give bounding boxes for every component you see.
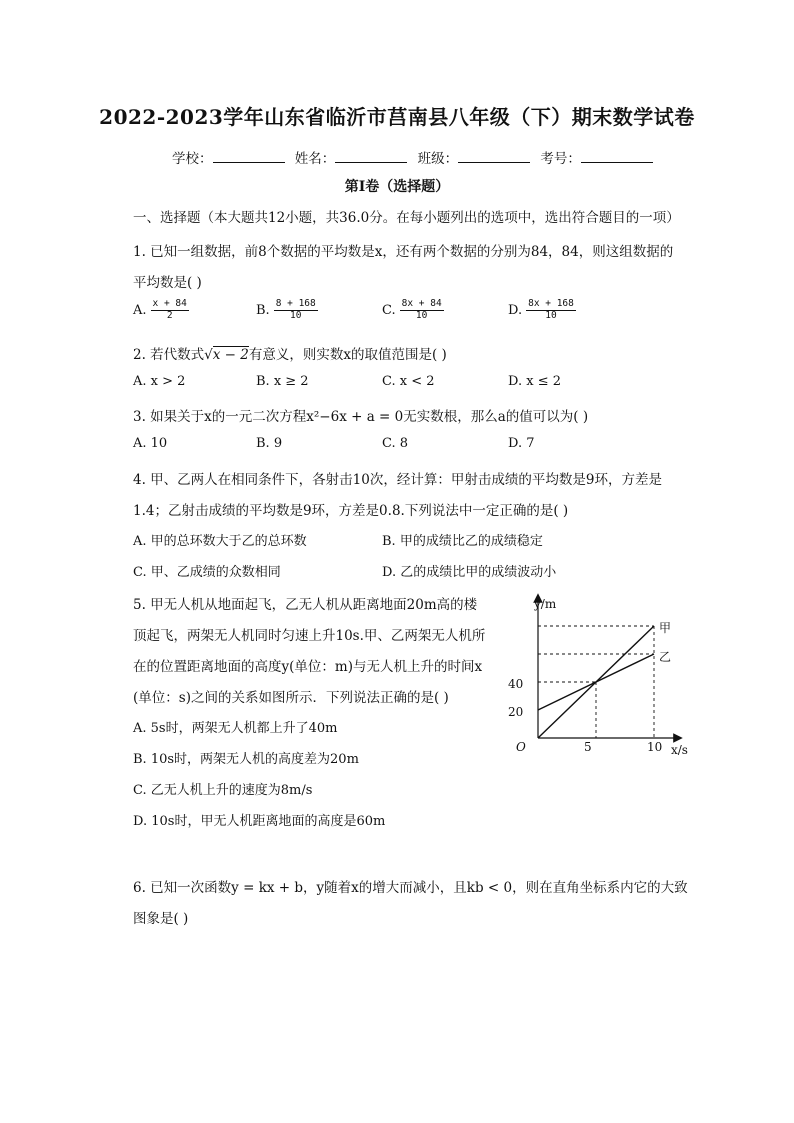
q5-option-d[interactable]: D. 10s时，甲无人机距离地面的高度是60m (133, 814, 386, 829)
q4-option-b[interactable]: B. 甲的成绩比乙的成绩稳定 (382, 534, 543, 549)
q6-stem-line2: 图象是( ) (133, 911, 189, 927)
volume-heading: 第Ⅰ卷（选择题） (344, 179, 450, 195)
sqrt-symbol: √ (204, 347, 213, 363)
name-blank[interactable] (335, 150, 407, 163)
y-tick-40: 40 (508, 677, 524, 691)
q3-option-a[interactable]: A. 10 (133, 436, 168, 451)
q5-graph (498, 590, 708, 765)
q1-stem-line1: 1. 已知一组数据，前8个数据的平均数是x，还有两个数据的分别为84，84，则这组数据的 (133, 244, 674, 260)
q2-option-d[interactable]: D. x ≤ 2 (508, 374, 561, 389)
series-label-yi: 乙 (659, 650, 672, 664)
q4-stem-line1: 4. 甲、乙两人在相同条件下，各射击10次，经计算：甲射击成绩的平均数是9环，方差是 (133, 472, 662, 488)
q1-option-a[interactable]: A. $\frac{x + 84}{2}$ (133, 298, 187, 321)
q4-option-c[interactable]: C. 甲、乙成绩的众数相同 (133, 565, 281, 580)
q3-option-b[interactable]: B. 9 (256, 436, 283, 451)
student-info-line (172, 147, 659, 167)
series-label-jia: 甲 (659, 621, 672, 635)
q5-option-b[interactable]: B. 10s时，两架无人机的高度差为20m (133, 752, 359, 767)
exam-title: 2022-2023学年山东省临沂市莒南县八年级（下）期末数学试卷 (99, 105, 695, 129)
x-axis-label: x/s (671, 743, 688, 757)
school-blank[interactable] (213, 150, 285, 163)
school-label: 学校： (172, 151, 213, 167)
name-label: 姓名： (294, 151, 336, 167)
q2-option-c[interactable]: C. x < 2 (382, 374, 435, 389)
y-tick-20: 20 (508, 705, 524, 719)
exam-number-blank[interactable] (581, 150, 653, 163)
q5-stem-line2: 顶起飞，两架无人机同时匀速上升10s.甲、乙两架无人机所 (133, 628, 486, 644)
q2-option-a[interactable]: A. x > 2 (133, 374, 186, 389)
q2-stem: 2. 若代数式√x − 2有意义，则实数x的取值范围是( ) (133, 347, 447, 363)
q1-option-b[interactable]: B. $\frac{8 + 168}{10}$ (256, 298, 316, 321)
q3-option-c[interactable]: C. 8 (382, 436, 409, 451)
q5-stem-line4: (单位：s)之间的关系如图所示．下列说法正确的是( ) (133, 690, 449, 706)
q4-option-d[interactable]: D. 乙的成绩比甲的成绩波动小 (382, 565, 557, 580)
q5-stem-line1: 5. 甲无人机从地面起飞，乙无人机从距离地面20m高的楼 (133, 597, 478, 613)
q1-option-c[interactable]: C. $\frac{8x + 84}{10}$ (382, 298, 442, 321)
section-heading: 一、选择题（本大题共12小题，共36.0分。在每小题列出的选项中，选出符合题目的一项） (133, 210, 680, 226)
q3-option-d[interactable]: D. 7 (508, 436, 535, 451)
q1-stem-line2: 平均数是( ) (133, 275, 202, 291)
x-tick-10: 10 (647, 740, 663, 754)
x-tick-5: 5 (584, 740, 592, 754)
q1-option-d[interactable]: D. $\frac{8x + 168}{10}$ (508, 298, 574, 321)
y-axis-label: y/m (534, 597, 557, 611)
q5-option-a[interactable]: A. 5s时，两架无人机都上升了40m (133, 721, 338, 736)
q4-stem-line2: 1.4；乙射击成绩的平均数是9环，方差是0.8.下列说法中一定正确的是( ) (133, 503, 569, 519)
origin-label: O (516, 740, 526, 754)
q2-option-b[interactable]: B. x ≥ 2 (256, 374, 309, 389)
q3-stem: 3. 如果关于x的一元二次方程x²−6x + a = 0无实数根，那么a的值可以为( ) (133, 409, 589, 425)
q5-stem-line3: 在的位置距离地面的高度y(单位：m)与无人机上升的时间x (133, 659, 483, 675)
radicand: x − 2 (212, 347, 249, 363)
exam-number-label: 考号： (540, 151, 581, 167)
q6-stem-line1: 6. 已知一次函数y = kx + b，y随着x的增大而减小，且kb < 0，则在直角坐标系内它的大致 (133, 880, 688, 896)
class-blank[interactable] (458, 150, 530, 163)
q5-option-c[interactable]: C. 乙无人机上升的速度为8m/s (133, 783, 313, 798)
q4-option-a[interactable]: A. 甲的总环数大于乙的总环数 (133, 534, 307, 549)
class-label: 班级： (417, 151, 459, 167)
